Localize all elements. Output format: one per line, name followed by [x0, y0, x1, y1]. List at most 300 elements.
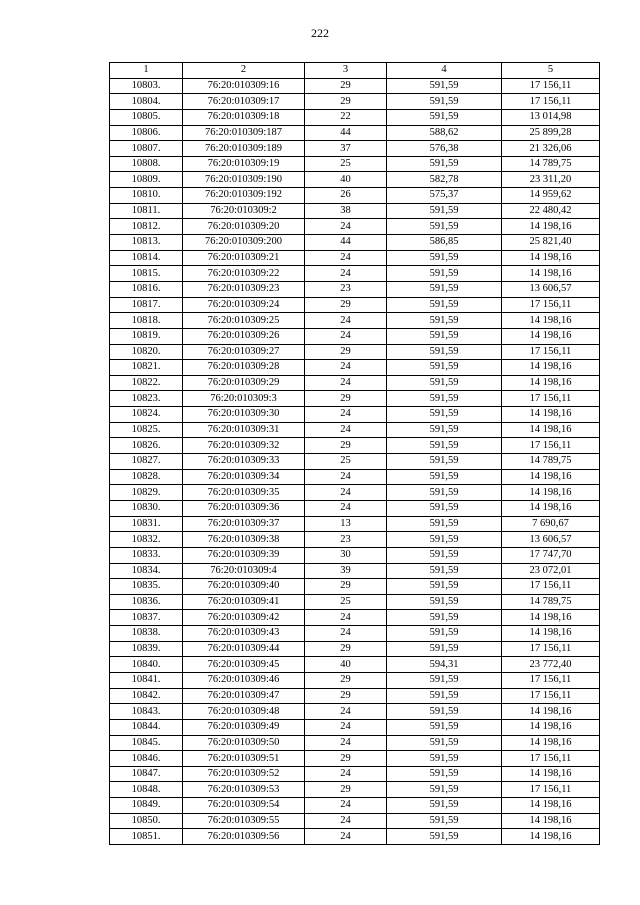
value-cell: 25: [305, 594, 387, 610]
row-number-cell: 10812.: [110, 219, 183, 235]
cadastral-number-cell: 76:20:010309:187: [183, 125, 305, 141]
row-number-cell: 10813.: [110, 235, 183, 251]
rate-cell: 591,59: [387, 250, 502, 266]
row-number-cell: 10820.: [110, 344, 183, 360]
value-cell: 29: [305, 438, 387, 454]
value-cell: 24: [305, 407, 387, 423]
amount-cell: 14 198,16: [502, 829, 600, 845]
cadastral-number-cell: 76:20:010309:52: [183, 766, 305, 782]
row-number-cell: 10810.: [110, 188, 183, 204]
amount-cell: 17 156,11: [502, 579, 600, 595]
rate-cell: 594,31: [387, 657, 502, 673]
table-row: [110, 704, 600, 720]
cadastral-number-cell: 76:20:010309:50: [183, 735, 305, 751]
table-row: [110, 219, 600, 235]
rate-cell: 591,59: [387, 422, 502, 438]
table-row: [110, 766, 600, 782]
amount-cell: 22 480,42: [502, 203, 600, 219]
value-cell: 29: [305, 579, 387, 595]
value-cell: 29: [305, 344, 387, 360]
value-cell: 24: [305, 422, 387, 438]
cadastral-number-cell: 76:20:010309:56: [183, 829, 305, 845]
value-cell: 30: [305, 547, 387, 563]
row-number-cell: 10838.: [110, 626, 183, 642]
amount-cell: 17 156,11: [502, 297, 600, 313]
cadastral-number-cell: 76:20:010309:45: [183, 657, 305, 673]
rate-cell: 591,59: [387, 547, 502, 563]
row-number-cell: 10833.: [110, 547, 183, 563]
value-cell: 25: [305, 156, 387, 172]
value-cell: 29: [305, 672, 387, 688]
table-row: [110, 594, 600, 610]
rate-cell: 586,85: [387, 235, 502, 251]
row-number-cell: 10821.: [110, 360, 183, 376]
amount-cell: 14 198,16: [502, 610, 600, 626]
amount-cell: 13 606,57: [502, 281, 600, 297]
value-cell: 24: [305, 704, 387, 720]
rate-cell: 591,59: [387, 766, 502, 782]
value-cell: 44: [305, 125, 387, 141]
rate-cell: 591,59: [387, 813, 502, 829]
value-cell: 24: [305, 266, 387, 282]
rate-cell: 591,59: [387, 469, 502, 485]
value-cell: 29: [305, 78, 387, 94]
value-cell: 24: [305, 313, 387, 329]
amount-cell: 17 156,11: [502, 94, 600, 110]
value-cell: 26: [305, 188, 387, 204]
row-number-cell: 10823.: [110, 391, 183, 407]
row-number-cell: 10847.: [110, 766, 183, 782]
amount-cell: 14 198,16: [502, 485, 600, 501]
table-row: [110, 156, 600, 172]
amount-cell: 14 198,16: [502, 422, 600, 438]
row-number-cell: 10817.: [110, 297, 183, 313]
row-number-cell: 10849.: [110, 798, 183, 814]
table-row: [110, 641, 600, 657]
rate-cell: 591,59: [387, 328, 502, 344]
row-number-cell: 10846.: [110, 751, 183, 767]
amount-cell: 25 821,40: [502, 235, 600, 251]
value-cell: 29: [305, 641, 387, 657]
value-cell: 24: [305, 375, 387, 391]
column-header-1: 1: [110, 63, 183, 79]
amount-cell: 7 690,67: [502, 516, 600, 532]
row-number-cell: 10828.: [110, 469, 183, 485]
value-cell: 29: [305, 297, 387, 313]
amount-cell: 14 198,16: [502, 469, 600, 485]
rate-cell: 591,59: [387, 532, 502, 548]
value-cell: 40: [305, 657, 387, 673]
cadastral-number-cell: 76:20:010309:47: [183, 688, 305, 704]
table-row: [110, 188, 600, 204]
table-row: [110, 422, 600, 438]
row-number-cell: 10827.: [110, 454, 183, 470]
rate-cell: 591,59: [387, 454, 502, 470]
amount-cell: 14 198,16: [502, 626, 600, 642]
table-row: [110, 469, 600, 485]
amount-cell: 14 198,16: [502, 719, 600, 735]
column-header-5: 5: [502, 63, 600, 79]
amount-cell: 17 156,11: [502, 688, 600, 704]
table-row: [110, 360, 600, 376]
rate-cell: 591,59: [387, 672, 502, 688]
table-row: [110, 172, 600, 188]
value-cell: 37: [305, 141, 387, 157]
amount-cell: 17 156,11: [502, 751, 600, 767]
row-number-cell: 10815.: [110, 266, 183, 282]
amount-cell: 14 789,75: [502, 156, 600, 172]
cadastral-number-cell: 76:20:010309:38: [183, 532, 305, 548]
row-number-cell: 10850.: [110, 813, 183, 829]
cadastral-number-cell: 76:20:010309:3: [183, 391, 305, 407]
value-cell: 13: [305, 516, 387, 532]
row-number-cell: 10809.: [110, 172, 183, 188]
table-row: [110, 141, 600, 157]
value-cell: 22: [305, 109, 387, 125]
rate-cell: 591,59: [387, 782, 502, 798]
amount-cell: 14 198,16: [502, 328, 600, 344]
rate-cell: 576,38: [387, 141, 502, 157]
rate-cell: 591,59: [387, 109, 502, 125]
amount-cell: 21 326,06: [502, 141, 600, 157]
value-cell: 39: [305, 563, 387, 579]
amount-cell: 13 014,98: [502, 109, 600, 125]
rate-cell: 591,59: [387, 438, 502, 454]
rate-cell: 591,59: [387, 579, 502, 595]
rate-cell: 591,59: [387, 297, 502, 313]
row-number-cell: 10807.: [110, 141, 183, 157]
table-row: [110, 626, 600, 642]
row-number-cell: 10840.: [110, 657, 183, 673]
value-cell: 24: [305, 829, 387, 845]
cadastral-number-cell: 76:20:010309:31: [183, 422, 305, 438]
table-row: [110, 297, 600, 313]
cadastral-number-cell: 76:20:010309:19: [183, 156, 305, 172]
value-cell: 38: [305, 203, 387, 219]
table-row: [110, 688, 600, 704]
cadastral-number-cell: 76:20:010309:34: [183, 469, 305, 485]
cadastral-number-cell: 76:20:010309:51: [183, 751, 305, 767]
rate-cell: 591,59: [387, 203, 502, 219]
table-row: [110, 407, 600, 423]
amount-cell: 23 772,40: [502, 657, 600, 673]
column-header-3: 3: [305, 63, 387, 79]
row-number-cell: 10818.: [110, 313, 183, 329]
table-body: [110, 78, 600, 844]
cadastral-number-cell: 76:20:010309:53: [183, 782, 305, 798]
value-cell: 29: [305, 688, 387, 704]
amount-cell: 14 198,16: [502, 798, 600, 814]
table-row: [110, 500, 600, 516]
page-number: 222: [311, 26, 329, 40]
amount-cell: 14 198,16: [502, 360, 600, 376]
row-number-cell: 10836.: [110, 594, 183, 610]
table-row: [110, 391, 600, 407]
table-row: [110, 610, 600, 626]
amount-cell: 14 198,16: [502, 219, 600, 235]
amount-cell: 17 156,11: [502, 641, 600, 657]
amount-cell: 14 198,16: [502, 266, 600, 282]
cadastral-number-cell: 76:20:010309:46: [183, 672, 305, 688]
table-row: [110, 94, 600, 110]
cadastral-number-cell: 76:20:010309:29: [183, 375, 305, 391]
table-row: [110, 782, 600, 798]
value-cell: 24: [305, 469, 387, 485]
rate-cell: 591,59: [387, 156, 502, 172]
rate-cell: 591,59: [387, 485, 502, 501]
row-number-cell: 10826.: [110, 438, 183, 454]
cadastral-number-cell: 76:20:010309:17: [183, 94, 305, 110]
header-row: [110, 63, 600, 79]
amount-cell: 17 156,11: [502, 782, 600, 798]
rate-cell: 591,59: [387, 78, 502, 94]
amount-cell: 14 959,62: [502, 188, 600, 204]
cadastral-number-cell: 76:20:010309:54: [183, 798, 305, 814]
rate-cell: 591,59: [387, 391, 502, 407]
cadastral-number-cell: 76:20:010309:189: [183, 141, 305, 157]
amount-cell: 13 606,57: [502, 532, 600, 548]
table-row: [110, 672, 600, 688]
value-cell: 24: [305, 485, 387, 501]
row-number-cell: 10842.: [110, 688, 183, 704]
cadastral-number-cell: 76:20:010309:35: [183, 485, 305, 501]
rate-cell: 591,59: [387, 798, 502, 814]
table-row: [110, 266, 600, 282]
amount-cell: 14 198,16: [502, 375, 600, 391]
row-number-cell: 10816.: [110, 281, 183, 297]
row-number-cell: 10832.: [110, 532, 183, 548]
rate-cell: 591,59: [387, 344, 502, 360]
cadastral-number-cell: 76:20:010309:44: [183, 641, 305, 657]
cadastral-number-cell: 76:20:010309:55: [183, 813, 305, 829]
rate-cell: 591,59: [387, 610, 502, 626]
value-cell: 24: [305, 328, 387, 344]
value-cell: 24: [305, 813, 387, 829]
table-row: [110, 751, 600, 767]
column-header-4: 4: [387, 63, 502, 79]
cadastral-number-cell: 76:20:010309:30: [183, 407, 305, 423]
cadastral-number-cell: 76:20:010309:28: [183, 360, 305, 376]
table-row: [110, 532, 600, 548]
amount-cell: 14 198,16: [502, 704, 600, 720]
amount-cell: 17 156,11: [502, 344, 600, 360]
row-number-cell: 10848.: [110, 782, 183, 798]
rate-cell: 591,59: [387, 94, 502, 110]
cadastral-number-cell: 76:20:010309:27: [183, 344, 305, 360]
table-row: [110, 547, 600, 563]
value-cell: 29: [305, 391, 387, 407]
table-row: [110, 829, 600, 845]
table-row: [110, 563, 600, 579]
row-number-cell: 10805.: [110, 109, 183, 125]
value-cell: 24: [305, 250, 387, 266]
table-row: [110, 250, 600, 266]
table-row: [110, 78, 600, 94]
row-number-cell: 10808.: [110, 156, 183, 172]
value-cell: 24: [305, 798, 387, 814]
cadastral-number-cell: 76:20:010309:22: [183, 266, 305, 282]
table-row: [110, 313, 600, 329]
data-table: [109, 62, 600, 845]
cadastral-number-cell: 76:20:010309:36: [183, 500, 305, 516]
table-row: [110, 813, 600, 829]
row-number-cell: 10824.: [110, 407, 183, 423]
row-number-cell: 10845.: [110, 735, 183, 751]
row-number-cell: 10843.: [110, 704, 183, 720]
rate-cell: 591,59: [387, 735, 502, 751]
amount-cell: 14 198,16: [502, 407, 600, 423]
row-number-cell: 10829.: [110, 485, 183, 501]
table-row: [110, 375, 600, 391]
cadastral-number-cell: 76:20:010309:20: [183, 219, 305, 235]
cadastral-number-cell: 76:20:010309:190: [183, 172, 305, 188]
row-number-cell: 10806.: [110, 125, 183, 141]
cadastral-number-cell: 76:20:010309:48: [183, 704, 305, 720]
row-number-cell: 10811.: [110, 203, 183, 219]
row-number-cell: 10814.: [110, 250, 183, 266]
cadastral-number-cell: 76:20:010309:43: [183, 626, 305, 642]
cadastral-number-cell: 76:20:010309:26: [183, 328, 305, 344]
table-row: [110, 438, 600, 454]
cadastral-number-cell: 76:20:010309:16: [183, 78, 305, 94]
amount-cell: 17 156,11: [502, 78, 600, 94]
amount-cell: 14 789,75: [502, 594, 600, 610]
value-cell: 24: [305, 766, 387, 782]
table-row: [110, 203, 600, 219]
cadastral-number-cell: 76:20:010309:21: [183, 250, 305, 266]
row-number-cell: 10835.: [110, 579, 183, 595]
table-row: [110, 125, 600, 141]
row-number-cell: 10834.: [110, 563, 183, 579]
amount-cell: 25 899,28: [502, 125, 600, 141]
amount-cell: 14 198,16: [502, 250, 600, 266]
rate-cell: 591,59: [387, 641, 502, 657]
amount-cell: 14 198,16: [502, 500, 600, 516]
cadastral-number-cell: 76:20:010309:25: [183, 313, 305, 329]
row-number-cell: 10841.: [110, 672, 183, 688]
rate-cell: 591,59: [387, 313, 502, 329]
rate-cell: 591,59: [387, 281, 502, 297]
cadastral-number-cell: 76:20:010309:40: [183, 579, 305, 595]
amount-cell: 14 198,16: [502, 735, 600, 751]
value-cell: 23: [305, 532, 387, 548]
value-cell: 24: [305, 219, 387, 235]
cadastral-number-cell: 76:20:010309:23: [183, 281, 305, 297]
value-cell: 24: [305, 626, 387, 642]
row-number-cell: 10803.: [110, 78, 183, 94]
value-cell: 24: [305, 735, 387, 751]
amount-cell: 14 789,75: [502, 454, 600, 470]
row-number-cell: 10831.: [110, 516, 183, 532]
rate-cell: 591,59: [387, 563, 502, 579]
value-cell: 24: [305, 719, 387, 735]
value-cell: 29: [305, 782, 387, 798]
amount-cell: 17 156,11: [502, 672, 600, 688]
rate-cell: 591,59: [387, 704, 502, 720]
rate-cell: 591,59: [387, 407, 502, 423]
cadastral-number-cell: 76:20:010309:200: [183, 235, 305, 251]
cadastral-number-cell: 76:20:010309:42: [183, 610, 305, 626]
value-cell: 24: [305, 610, 387, 626]
cadastral-number-cell: 76:20:010309:32: [183, 438, 305, 454]
table-row: [110, 454, 600, 470]
table-row: [110, 735, 600, 751]
row-number-cell: 10844.: [110, 719, 183, 735]
table-row: [110, 798, 600, 814]
amount-cell: 17 156,11: [502, 438, 600, 454]
rate-cell: 588,62: [387, 125, 502, 141]
table-row: [110, 109, 600, 125]
column-header-2: 2: [183, 63, 305, 79]
rate-cell: 591,59: [387, 219, 502, 235]
row-number-cell: 10819.: [110, 328, 183, 344]
amount-cell: 14 198,16: [502, 313, 600, 329]
cadastral-number-cell: 76:20:010309:39: [183, 547, 305, 563]
table-row: [110, 657, 600, 673]
table-row: [110, 328, 600, 344]
rate-cell: 591,59: [387, 375, 502, 391]
table-row: [110, 719, 600, 735]
cadastral-number-cell: 76:20:010309:2: [183, 203, 305, 219]
table-row: [110, 344, 600, 360]
table-row: [110, 516, 600, 532]
cadastral-number-cell: 76:20:010309:24: [183, 297, 305, 313]
amount-cell: 14 198,16: [502, 813, 600, 829]
row-number-cell: 10837.: [110, 610, 183, 626]
table-row: [110, 579, 600, 595]
rate-cell: 591,59: [387, 266, 502, 282]
rate-cell: 591,59: [387, 719, 502, 735]
cadastral-number-cell: 76:20:010309:18: [183, 109, 305, 125]
amount-cell: 14 198,16: [502, 766, 600, 782]
value-cell: 25: [305, 454, 387, 470]
table-row: [110, 235, 600, 251]
cadastral-number-cell: 76:20:010309:192: [183, 188, 305, 204]
cadastral-number-cell: 76:20:010309:4: [183, 563, 305, 579]
amount-cell: 17 747,70: [502, 547, 600, 563]
cadastral-number-cell: 76:20:010309:41: [183, 594, 305, 610]
rate-cell: 582,78: [387, 172, 502, 188]
row-number-cell: 10851.: [110, 829, 183, 845]
rate-cell: 591,59: [387, 500, 502, 516]
table-row: [110, 485, 600, 501]
rate-cell: 591,59: [387, 360, 502, 376]
cadastral-number-cell: 76:20:010309:37: [183, 516, 305, 532]
cadastral-number-cell: 76:20:010309:49: [183, 719, 305, 735]
row-number-cell: 10830.: [110, 500, 183, 516]
rate-cell: 591,59: [387, 751, 502, 767]
row-number-cell: 10839.: [110, 641, 183, 657]
rate-cell: 575,37: [387, 188, 502, 204]
value-cell: 24: [305, 360, 387, 376]
rate-cell: 591,59: [387, 594, 502, 610]
row-number-cell: 10804.: [110, 94, 183, 110]
value-cell: 23: [305, 281, 387, 297]
table-row: [110, 281, 600, 297]
value-cell: 29: [305, 751, 387, 767]
value-cell: 29: [305, 94, 387, 110]
row-number-cell: 10825.: [110, 422, 183, 438]
rate-cell: 591,59: [387, 626, 502, 642]
value-cell: 44: [305, 235, 387, 251]
row-number-cell: 10822.: [110, 375, 183, 391]
amount-cell: 17 156,11: [502, 391, 600, 407]
rate-cell: 591,59: [387, 516, 502, 532]
rate-cell: 591,59: [387, 688, 502, 704]
amount-cell: 23 311,20: [502, 172, 600, 188]
cadastral-number-cell: 76:20:010309:33: [183, 454, 305, 470]
rate-cell: 591,59: [387, 829, 502, 845]
